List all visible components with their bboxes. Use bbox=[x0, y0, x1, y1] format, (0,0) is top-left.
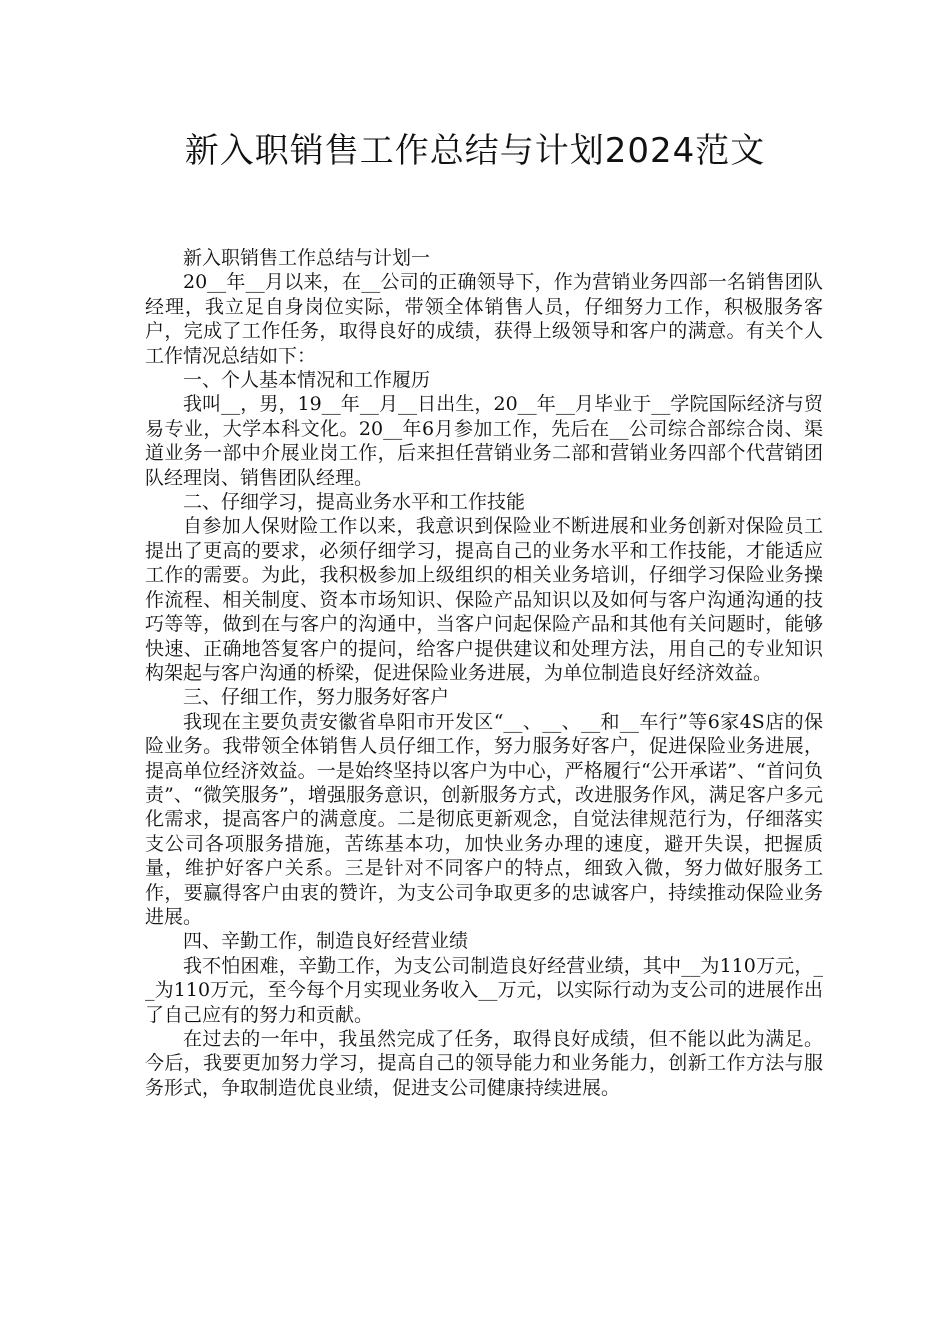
service-paragraph: 我现在主要负责安徽省阜阳市开发区“__、__、__和__车行”等6家4S店的保险业务。我带领全体销售人员仔细工作，努力服务好客户，促进保险业务进展，提高单位经济效益。一是始终坚持以客户为中心，严格履行“公开承诺”、“首问负责”、“微笑服务”，增强服务意识，创新服务方式，改进服务作风，满足客户多元化需求，提高客户的满意度。二是彻底更新观念，自觉法律规范行为，仔细落实支公司各项服务措施，苦练基本功，加快业务办理的速度，避开失误，把握质量，维护好客户关系。三是针对不同客户的特点，细致入微，努力做好服务工作，要赢得客户由衷的赞许，为支公司争取更多的忠诚客户，持续推动保险业务进展。 bbox=[145, 710, 823, 928]
section-heading-plan-one: 新入职销售工作总结与计划一 bbox=[183, 247, 431, 269]
basic-info-paragraph: 我叫__，男，19__年__月__日出生，20__年__月毕业于__学院国际经济与贸易专业，大学本科文化。20__年6月参加工作，先后在__公司综合部综合岗、渠道业务一部中介展业岗工作，后来担任营销业务二部和营销业务四部个代营销团队经理岗、销售团队经理。 bbox=[145, 393, 823, 489]
learning-paragraph: 自参加人保财险工作以来，我意识到保险业不断进展和业务创新对保险员工提出了更高的要求，必须仔细学习，提高自己的业务水平和工作技能，才能适应工作的需要。为此，我积极参加上级组织的相关业务培训，仔细学习保险业务操作流程、相关制度、资本市场知识、保险产品知识以及如何与客户沟通沟通的技巧等等，做到在与客户的沟通中，当客户问起保险产品和其他有关问题时，能够快速、正确地答复客户的提问，给客户提供建议和处理方法，用自己的专业知识构架起与客户沟通的桥梁，促进保险业务进展，为单位制造良好经济效益。 bbox=[145, 515, 823, 684]
intro-paragraph: 20__年__月以来，在__公司的正确领导下，作为营销业务四部一名销售团队经理，我立足自身岗位实际，带领全体销售人员，仔细努力工作，积极服务客户，完成了工作任务，取得良好的成绩，获得上级领导和客户的满意。有关个人工作情况总结如下： bbox=[145, 271, 823, 367]
document-body bbox=[145, 246, 823, 1100]
document-title: 新入职销售工作总结与计划2024范文 bbox=[184, 131, 766, 171]
section-heading-service: 三、仔细工作，努力服务好客户 bbox=[183, 686, 450, 709]
performance-paragraph: 我不怕困难，辛勤工作，为支公司制造良好经营业绩，其中__为110万元，__为110万元，至今每个月实现业务收入__万元，以实际行动为支公司的进展作出了自己应有的努力和贡献。 bbox=[145, 954, 823, 1026]
section-heading-learning: 二、仔细学习，提高业务水平和工作技能 bbox=[183, 491, 526, 514]
conclusion-paragraph: 在过去的一年中，我虽然完成了任务，取得良好成绩，但不能以此为满足。今后，我要更加努力学习，提高自己的领导能力和业务能力，创新工作方法与服务形式，争取制造优良业绩，促进支公司健康持续进展。 bbox=[145, 1028, 823, 1099]
section-heading-basic-info: 一、个人基本情况和工作履历 bbox=[183, 369, 431, 392]
section-heading-performance: 四、辛勤工作，制造良好经营业绩 bbox=[183, 930, 469, 953]
